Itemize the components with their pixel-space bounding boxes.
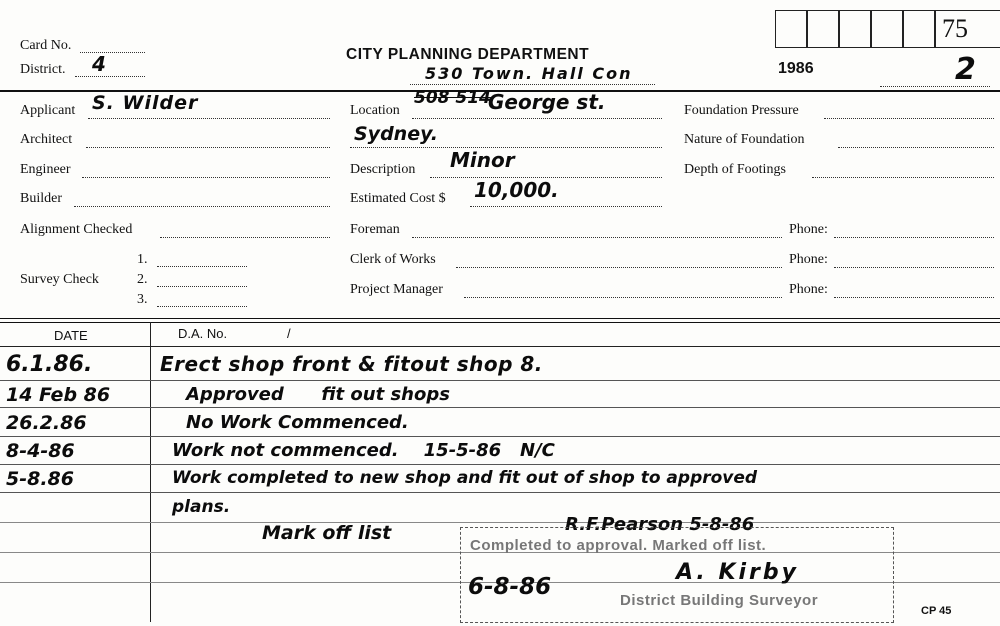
applicant-label: Applicant	[20, 103, 76, 118]
location-value: George st.	[488, 90, 606, 114]
estimated-cost-line	[470, 206, 662, 207]
survey-num-2: 2.	[137, 272, 148, 287]
mark-off-list-note: Mark off list	[262, 522, 392, 544]
row-date: 6.1.86.	[6, 352, 93, 377]
description-label: Description	[350, 162, 416, 177]
builder-label: Builder	[20, 191, 62, 206]
clerk-of-works-label: Clerk of Works	[350, 252, 436, 267]
continuation-text: plans.	[172, 497, 231, 517]
da-no-header: D.A. No.	[178, 326, 228, 341]
row-entry: Approved fit out shops	[186, 384, 450, 405]
number-box	[839, 10, 871, 48]
suffix-line	[880, 86, 990, 87]
alignment-label: Alignment Checked	[20, 222, 133, 237]
date-column-divider	[150, 322, 151, 622]
phone-line-pm	[834, 297, 994, 298]
estimated-cost-value: 10,000.	[474, 178, 559, 202]
phone-label-pm: Phone:	[789, 282, 828, 297]
row-entry: No Work Commenced.	[186, 412, 409, 433]
project-manager-line	[464, 297, 782, 298]
number-box	[871, 10, 903, 48]
row-rule	[0, 522, 1000, 523]
form-code: CP 45	[921, 605, 952, 617]
architect-line	[86, 147, 330, 148]
row-rule	[0, 407, 1000, 408]
date-header: DATE	[54, 328, 88, 343]
foreman-label: Foreman	[350, 222, 400, 237]
project-manager-label: Project Manager	[350, 282, 443, 297]
card-no-label: Card No.	[20, 38, 72, 53]
da-no-slash: /	[287, 326, 291, 341]
row-rule	[0, 464, 1000, 465]
row-entry: Work not commenced. 15-5-86 N/C	[172, 440, 555, 461]
card-suffix: 2	[955, 52, 976, 87]
builder-line	[74, 206, 330, 207]
row-date: 26.2.86	[6, 412, 87, 434]
survey-line-3	[157, 306, 247, 307]
phone-line-clerk	[834, 267, 994, 268]
district-label: District.	[20, 62, 66, 77]
architect-label: Architect	[20, 132, 73, 147]
location-label: Location	[350, 103, 400, 118]
foundation-pressure-label: Foundation Pressure	[684, 103, 799, 118]
row-entry: Work completed to new shop and fit out of shop to approved	[172, 468, 758, 488]
phone-label-clerk: Phone:	[789, 252, 828, 267]
dept-address: 530 Town. Hall Con	[425, 64, 633, 83]
engineer-line	[82, 177, 330, 178]
engineer-label: Engineer	[20, 162, 71, 177]
address-line	[410, 84, 655, 85]
year: 1986	[778, 60, 814, 77]
row-date: 8-4-86	[6, 440, 75, 462]
foreman-line	[412, 237, 782, 238]
nature-of-foundation-label: Nature of Foundation	[684, 132, 805, 147]
number-box	[775, 10, 807, 48]
survey-line-1	[157, 266, 247, 267]
survey-num-1: 1.	[137, 252, 148, 267]
clerk-of-works-line	[456, 267, 782, 268]
number-box	[903, 10, 935, 48]
stamp-surveyor-title: District Building Surveyor	[620, 592, 819, 609]
card-number: 75	[942, 14, 968, 43]
stamp-date: 6-8-86	[468, 574, 552, 600]
district-value: 4	[92, 52, 106, 76]
row-date: 5-8.86	[6, 468, 74, 490]
stamp-signature: A. Kirby	[676, 560, 799, 585]
alignment-line	[160, 237, 330, 238]
applicant-line	[88, 118, 330, 119]
location-struck: 508 514	[414, 88, 491, 108]
depth-of-footings-line	[812, 177, 994, 178]
number-box	[807, 10, 839, 48]
card-no-line	[80, 52, 145, 53]
description-value: Minor	[450, 148, 515, 172]
row-entry: Erect shop front & fitout shop 8.	[160, 352, 543, 376]
phone-line-foreman	[834, 237, 994, 238]
table-top-rule	[0, 318, 1000, 319]
survey-label: Survey Check	[20, 272, 99, 287]
survey-line-2	[157, 286, 247, 287]
estimated-cost-label: Estimated Cost $	[350, 191, 446, 206]
phone-label-foreman: Phone:	[789, 222, 828, 237]
row-rule	[0, 436, 1000, 437]
dept-title: CITY PLANNING DEPARTMENT	[346, 46, 590, 63]
stamp-completed-text: Completed to approval. Marked off list.	[470, 537, 767, 554]
location-line-2: Sydney.	[354, 123, 438, 145]
depth-of-footings-label: Depth of Footings	[684, 162, 786, 177]
row-date: 14 Feb 86	[6, 384, 111, 406]
foundation-pressure-line	[824, 118, 994, 119]
applicant-value: S. Wilder	[92, 92, 199, 114]
row-rule	[0, 492, 1000, 493]
location-line	[412, 118, 662, 119]
nature-of-foundation-line	[838, 147, 994, 148]
mark-off-signature: R.F.Pearson 5-8-86	[565, 514, 755, 535]
survey-num-3: 3.	[137, 292, 148, 307]
row-rule	[0, 380, 1000, 381]
district-line	[75, 76, 145, 77]
